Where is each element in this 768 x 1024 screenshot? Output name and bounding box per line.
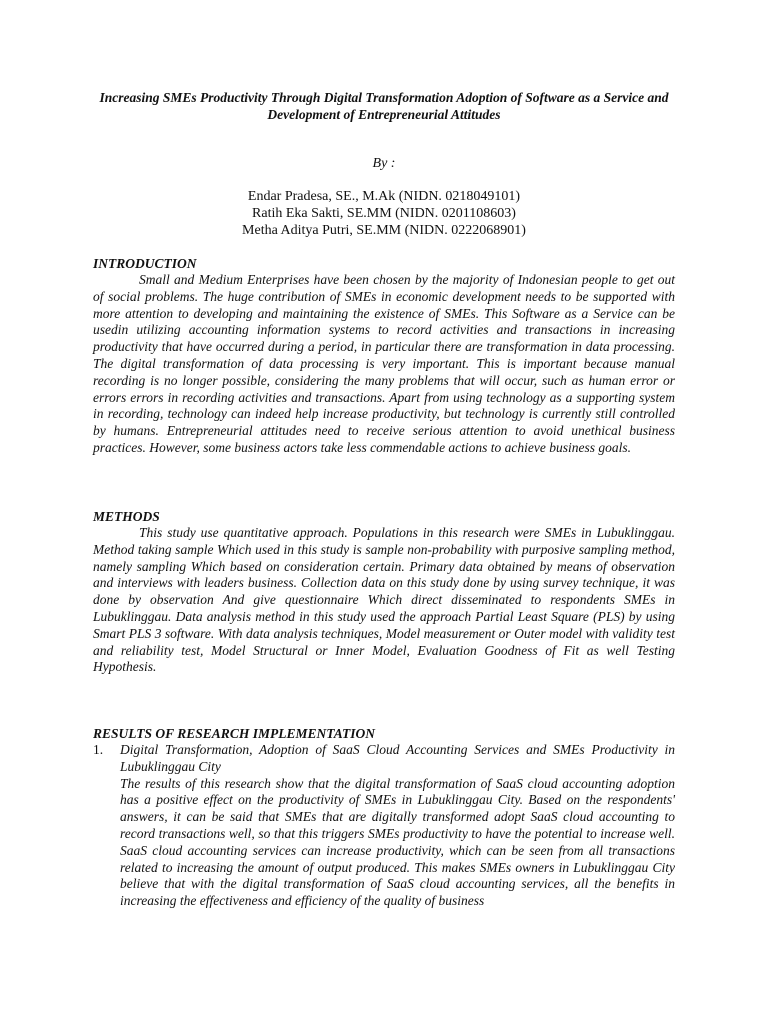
- methods-paragraph: This study use quantitative approach. Populations in this research were SMEs in Lubuklinggau. Method taking sample Which used in this study is sample non-probability with purposive sampling method, namely sampling Which based on consideration certain. Primary data obtained by means of observation and interviews with leaders business. Collection data on this study done by using survey technique, it was done by observation And give questionnaire Which direct disseminated to respondents SMEs in Lubuklinggau. Data analysis method in this study used the approach Partial Least Square (PLS) by using Smart PLS 3 software. With data analysis techniques, Model measurement or Outer model with validity test and reliability test, Model Structural or Inner Model, Evaluation Goodness of Fit as well Testing Hypothesis.: [93, 525, 675, 675]
- list-item-number: 1.: [93, 742, 104, 757]
- document-title: Increasing SMEs Productivity Through Digital Transformation Adoption of Software as a Service and Development of Entrepreneurial Attitudes: [99, 90, 669, 122]
- list-item-title: Digital Transformation, Adoption of SaaS Cloud Accounting Services and SMEs Productivity in Lubuklinggau City: [120, 742, 675, 774]
- methods-heading: METHODS: [93, 509, 160, 524]
- list-item: [93, 742, 675, 910]
- author-line: Endar Pradesa, SE., M.Ak (NIDN. 0218049101): [247, 189, 521, 204]
- introduction-paragraph: Small and Medium Enterprises have been chosen by the majority of Indonesian people to get out of social problems. The huge contribution of SMEs in economic development needs to be supported with more attention to developing and maintaining the existence of SMEs. This Software as a Service can be usedin utilizing accounting information systems to record activities and transactions in increasing productivity that have occurred during a period, in particular there are transformation in data processing. The digital transformation of data processing is very important. This is important because manual recording is no longer possible, considering the many problems that will occur, such as human error or errors errors in recording activities and transactions. Apart from using technology as a supporting system in recording, technology can indeed help increase productivity, but technology is currently still controlled by humans. Entrepreneurial attitudes need to receive serious attention to avoid unethical business practices. However, some business actors take less commendable actions to achieve business goals.: [93, 272, 675, 455]
- results-heading: RESULTS OF RESEARCH IMPLEMENTATION: [93, 726, 375, 741]
- author-line: Ratih Eka Sakti, SE.MM (NIDN. 0201108603): [252, 206, 516, 221]
- by-label: By :: [372, 156, 396, 171]
- results-list: [93, 742, 675, 910]
- list-item-body: [120, 742, 675, 910]
- author-list: [0, 188, 768, 239]
- introduction-heading: INTRODUCTION: [93, 256, 197, 271]
- author-line: Metha Aditya Putri, SE.MM (NIDN. 0222068901): [242, 223, 526, 238]
- list-item-text: The results of this research show that the digital transformation of SaaS cloud accounting adoption has a positive effect on the productivity of SMEs in Lubuklinggau City. Based on the respondents' answers, it can be said that SMEs that are digitally transformed adopt SaaS cloud accounting to record transactions well, so that this triggers SMEs productivity to have the potential to increase well. SaaS cloud accounting services can increase productivity, which can be seen from all transactions related to increasing the amount of output produced. This makes SMEs owners in Lubuklinggau City believe that with the digital transformation of SaaS cloud accounting services, all the benefits in increasing the effectiveness and efficiency of the quality of business: [120, 775, 675, 909]
